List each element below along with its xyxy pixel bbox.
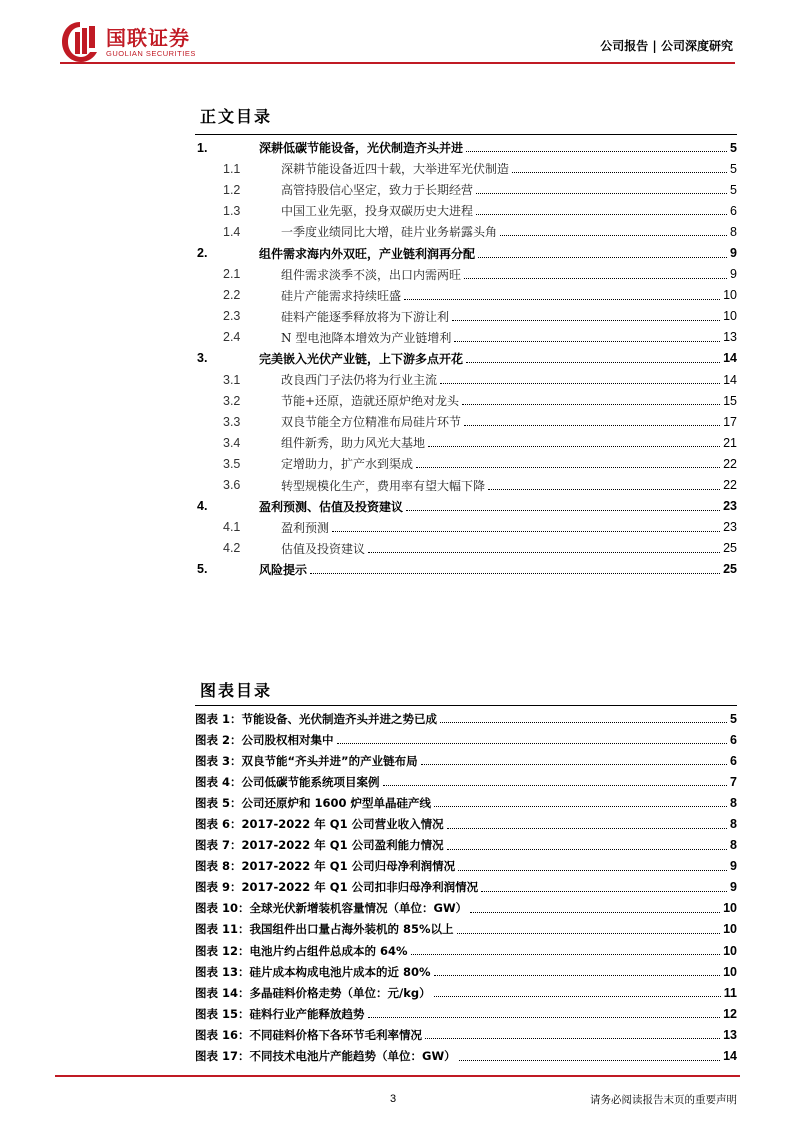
dot-leader xyxy=(464,278,727,279)
logo-text-cn: 国联证券 xyxy=(106,26,190,50)
toc-entry[interactable] xyxy=(195,179,737,200)
figure-entry-page: 14 xyxy=(723,1049,737,1064)
figure-entry[interactable] xyxy=(195,877,737,898)
toc-entry[interactable] xyxy=(195,348,737,369)
toc-entry-page: 6 xyxy=(730,203,737,218)
footer-divider xyxy=(55,1075,740,1077)
toc-entry-title: 盈利预测 xyxy=(281,520,330,535)
toc-entry-number: 3.3 xyxy=(223,414,241,429)
dot-leader xyxy=(452,320,720,321)
toc-entry[interactable] xyxy=(195,327,737,348)
toc-entry[interactable] xyxy=(195,285,737,306)
toc-entry[interactable] xyxy=(195,517,737,538)
toc-entry[interactable] xyxy=(195,559,737,580)
figure-entry-page: 6 xyxy=(730,753,737,768)
figure-entry-page: 5 xyxy=(730,711,737,726)
figure-entry[interactable] xyxy=(195,940,737,961)
figure-entry-page: 8 xyxy=(730,838,737,853)
figure-entry[interactable] xyxy=(195,1024,737,1045)
toc-entry-page: 9 xyxy=(730,246,737,261)
toc-entry-page: 5 xyxy=(730,182,737,197)
figure-entry[interactable] xyxy=(195,856,737,877)
figure-entry-page: 12 xyxy=(723,1006,737,1021)
toc-entry[interactable] xyxy=(195,306,737,327)
figure-entry-title: 图表 14：多晶硅料价格走势（单位：元/kg） xyxy=(195,985,431,1000)
page-number: 3 xyxy=(390,1093,397,1105)
dot-leader xyxy=(458,870,727,871)
figure-entry-page: 8 xyxy=(730,795,737,810)
dot-leader xyxy=(466,362,720,363)
dot-leader xyxy=(421,764,727,765)
toc-entry[interactable] xyxy=(195,475,737,496)
toc-entry-page: 17 xyxy=(723,414,737,429)
figure-entry-title: 图表 10：全球光伏新增装机容量情况（单位：GW） xyxy=(195,901,468,916)
dot-leader xyxy=(332,531,720,532)
toc-entry-title: 硅片产能需求持续旺盛 xyxy=(281,288,402,303)
toc-entry-page: 5 xyxy=(730,161,737,176)
dot-leader xyxy=(476,193,727,194)
toc-entry-title: 节能+还原，造就还原炉绝对龙头 xyxy=(281,394,460,409)
figure-entry[interactable] xyxy=(195,1003,737,1024)
toc-entry-page: 10 xyxy=(723,288,737,303)
toc-entry-number: 4.2 xyxy=(223,541,241,556)
toc-entry-number: 3.6 xyxy=(223,478,241,493)
figure-entry-title: 图表 13：硅片成本构成电池片成本的近 80% xyxy=(195,964,431,979)
figure-entry-title: 图表 4：公司低碳节能系统项目案例 xyxy=(195,774,380,789)
toc-entry-title: 盈利预测、估值及投资建议 xyxy=(259,499,404,514)
toc-entry-title: 双良节能全方位精准布局硅片环节 xyxy=(281,415,462,430)
toc-entry[interactable] xyxy=(195,432,737,453)
logo-text-en: GUOLIAN SECURITIES xyxy=(106,49,196,58)
figure-entry[interactable] xyxy=(195,982,737,1003)
figures-top-rule xyxy=(195,705,737,706)
figure-entry-page: 10 xyxy=(723,922,737,937)
toc-entry-page: 5 xyxy=(730,140,737,155)
dot-leader xyxy=(454,341,720,342)
toc-entry-page: 13 xyxy=(723,330,737,345)
dot-leader xyxy=(488,489,720,490)
toc-entry[interactable] xyxy=(195,200,737,221)
toc-entry-number: 1.3 xyxy=(223,203,241,218)
figure-entry-title: 图表 12：电池片约占组件总成本的 64% xyxy=(195,943,408,958)
figure-entry-page: 10 xyxy=(723,901,737,916)
toc-entry-title: 估值及投资建议 xyxy=(281,541,366,556)
toc-entry-number: 2.3 xyxy=(223,309,241,324)
toc-title: 正文目录 xyxy=(200,107,273,126)
figure-entry-page: 9 xyxy=(730,859,737,874)
toc-entry-number: 2. xyxy=(197,246,208,261)
figure-entry-page: 9 xyxy=(730,880,737,895)
toc-entry-number: 4. xyxy=(197,499,208,514)
figure-entry[interactable] xyxy=(195,919,737,940)
figure-entry-title: 图表 1：节能设备、光伏制造齐头并进之势已成 xyxy=(195,711,438,726)
toc-entry-title: 中国工业先驱，投身双碳历史大进程 xyxy=(281,204,474,219)
figure-entry-title: 图表 15：硅料行业产能释放趋势 xyxy=(195,1006,365,1021)
figure-entry[interactable] xyxy=(195,792,737,813)
dot-leader xyxy=(434,975,721,976)
dot-leader xyxy=(368,552,720,553)
toc-entry-title: 深耕节能设备近四十载，大举进军光伏制造 xyxy=(281,162,510,177)
toc-entry-title: 定增助力，扩产水到渠成 xyxy=(281,457,414,472)
toc-entry[interactable] xyxy=(195,242,737,263)
report-type-label: 公司报告 | 公司深度研究 xyxy=(600,39,733,53)
dot-leader xyxy=(310,573,720,574)
toc-entry-number: 1.1 xyxy=(223,161,241,176)
dot-leader xyxy=(383,785,728,786)
toc-entry-number: 3.1 xyxy=(223,372,241,387)
figure-entry-page: 8 xyxy=(730,817,737,832)
toc-entry-number: 3.4 xyxy=(223,435,241,450)
toc-entry-page: 25 xyxy=(723,541,737,556)
toc-entry-title: 高管持股信心坚定，致力于长期经营 xyxy=(281,183,474,198)
toc-entry[interactable] xyxy=(195,137,737,158)
toc-entry-title: N 型电池降本增效为产业链增利 xyxy=(281,330,452,345)
list-of-figures xyxy=(195,708,737,1067)
dot-leader xyxy=(466,151,727,152)
toc-entry-number: 1.4 xyxy=(223,224,241,239)
figure-entry-page: 13 xyxy=(723,1027,737,1042)
toc-entry[interactable] xyxy=(195,496,737,517)
figure-entry-page: 10 xyxy=(723,943,737,958)
toc-entry-page: 23 xyxy=(723,499,737,514)
toc-entry-number: 2.2 xyxy=(223,288,241,303)
toc-entry-number: 1. xyxy=(197,140,208,155)
toc-entry-page: 21 xyxy=(723,435,737,450)
toc-entry-number: 2.4 xyxy=(223,330,241,345)
figure-entry[interactable] xyxy=(195,1046,737,1067)
dot-leader xyxy=(470,912,720,913)
page-header xyxy=(0,0,793,70)
dot-leader xyxy=(337,743,728,744)
figure-entry-page: 6 xyxy=(730,732,737,747)
toc-entry-title: 硅料产能逐季释放将为下游让利 xyxy=(281,309,450,324)
toc-entry-page: 14 xyxy=(723,372,737,387)
toc-entry-page: 9 xyxy=(730,267,737,282)
figure-entry[interactable] xyxy=(195,813,737,834)
toc-entry-page: 22 xyxy=(723,456,737,471)
toc-entry-number: 5. xyxy=(197,562,208,577)
toc-entry[interactable] xyxy=(195,411,737,432)
toc-entry-page: 25 xyxy=(723,562,737,577)
figure-entry-title: 图表 7：2017-2022 年 Q1 公司盈利能力情况 xyxy=(195,838,444,853)
figure-entry-title: 图表 16：不同硅料价格下各环节毛利率情况 xyxy=(195,1027,423,1042)
toc-entry-title: 一季度业绩同比大增，硅片业务崭露头角 xyxy=(281,225,498,240)
header-divider xyxy=(60,62,735,64)
dot-leader xyxy=(462,404,720,405)
toc-entry[interactable] xyxy=(195,221,737,242)
figure-entry[interactable] xyxy=(195,729,737,750)
toc-entry-page: 23 xyxy=(723,520,737,535)
dot-leader xyxy=(457,933,721,934)
dot-leader xyxy=(481,891,727,892)
toc-entry-page: 14 xyxy=(723,351,737,366)
toc-entry-title: 完美嵌入光伏产业链，上下游多点开花 xyxy=(259,351,464,366)
disclaimer-text: 请务必阅读报告末页的重要声明 xyxy=(590,1094,737,1106)
toc-entry-page: 8 xyxy=(730,224,737,239)
dot-leader xyxy=(434,806,727,807)
dot-leader xyxy=(447,849,727,850)
figure-entry-page: 7 xyxy=(730,774,737,789)
figure-entry[interactable] xyxy=(195,835,737,856)
dot-leader xyxy=(459,1060,720,1061)
dot-leader xyxy=(464,425,720,426)
figure-entry[interactable] xyxy=(195,771,737,792)
figure-entry-title: 图表 8：2017-2022 年 Q1 公司归母净利润情况 xyxy=(195,859,456,874)
dot-leader xyxy=(434,996,721,997)
figure-entry-title: 图表 11：我国组件出口量占海外装机的 85%以上 xyxy=(195,922,454,937)
dot-leader xyxy=(476,214,727,215)
toc-entry-page: 10 xyxy=(723,309,737,324)
figure-entry[interactable] xyxy=(195,898,737,919)
dot-leader xyxy=(428,446,720,447)
dot-leader xyxy=(478,257,727,258)
toc-entry[interactable] xyxy=(195,158,737,179)
dot-leader xyxy=(411,954,721,955)
toc-entry-page: 22 xyxy=(723,478,737,493)
toc-entry[interactable] xyxy=(195,390,737,411)
dot-leader xyxy=(406,510,720,511)
dot-leader xyxy=(440,722,727,723)
figures-title: 图表目录 xyxy=(200,681,273,700)
dot-leader xyxy=(425,1038,720,1039)
figure-entry-title: 图表 17：不同技术电池片产能趋势（单位：GW） xyxy=(195,1049,456,1064)
toc-entry-title: 组件新秀，助力风光大基地 xyxy=(281,436,426,451)
dot-leader xyxy=(416,467,720,468)
toc-entry-title: 组件需求海内外双旺，产业链利润再分配 xyxy=(259,246,476,261)
toc-entry-number: 3.5 xyxy=(223,456,241,471)
figure-entry-page: 10 xyxy=(723,964,737,979)
figure-entry-title: 图表 5：公司还原炉和 1600 炉型单晶硅产线 xyxy=(195,795,432,810)
toc-entry-title: 深耕低碳节能设备，光伏制造齐头并进 xyxy=(259,141,464,156)
toc-entry-title: 组件需求淡季不淡，出口内需两旺 xyxy=(281,267,462,282)
dot-leader xyxy=(440,383,720,384)
toc-entry-number: 3. xyxy=(197,351,208,366)
dot-leader xyxy=(447,828,727,829)
toc-top-rule xyxy=(195,134,737,135)
company-logo xyxy=(60,20,260,64)
figure-entry-title: 图表 2：公司股权相对集中 xyxy=(195,732,334,747)
figure-entry-title: 图表 9：2017-2022 年 Q1 公司扣非归母净利润情况 xyxy=(195,880,479,895)
dot-leader xyxy=(368,1017,721,1018)
toc-entry-title: 风险提示 xyxy=(259,562,308,577)
toc-entry-title: 转型规模化生产，费用率有望大幅下降 xyxy=(281,478,486,493)
toc-entry-title: 改良西门子法仍将为行业主流 xyxy=(281,373,438,388)
figure-entry[interactable] xyxy=(195,961,737,982)
toc-entry[interactable] xyxy=(195,453,737,474)
dot-leader xyxy=(512,172,727,173)
toc-entry-number: 1.2 xyxy=(223,182,241,197)
table-of-contents xyxy=(195,137,737,580)
figure-entry-title: 图表 3：双良节能“齐头并进”的产业链布局 xyxy=(195,753,418,768)
toc-entry-page: 15 xyxy=(723,393,737,408)
toc-entry-number: 4.1 xyxy=(223,520,241,535)
toc-entry-number: 3.2 xyxy=(223,393,241,408)
toc-entry[interactable] xyxy=(195,264,737,285)
figure-entry[interactable] xyxy=(195,708,737,729)
toc-entry-number: 2.1 xyxy=(223,267,241,282)
toc-entry[interactable] xyxy=(195,369,737,390)
dot-leader xyxy=(404,299,720,300)
dot-leader xyxy=(500,235,727,236)
figure-entry-title: 图表 6：2017-2022 年 Q1 公司营业收入情况 xyxy=(195,817,444,832)
toc-entry[interactable] xyxy=(195,538,737,559)
figure-entry-page: 11 xyxy=(723,985,737,1000)
figure-entry[interactable] xyxy=(195,750,737,771)
logo-mark-icon xyxy=(60,20,100,64)
